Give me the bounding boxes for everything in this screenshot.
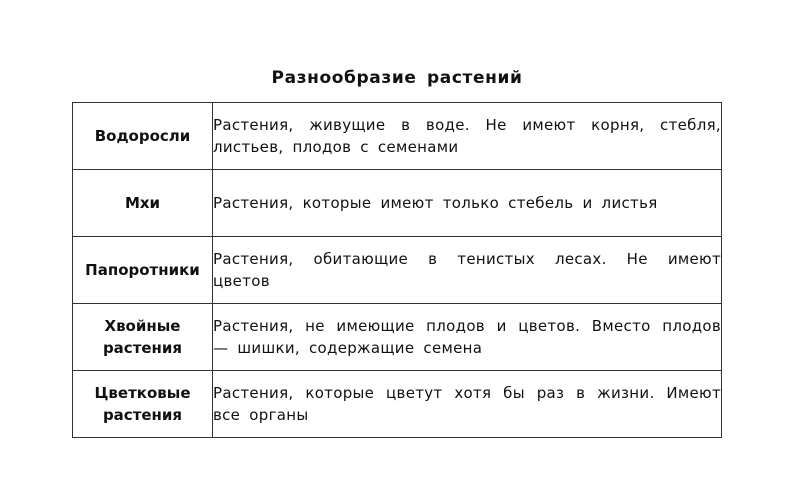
plant-group-name: Водоросли	[73, 103, 213, 170]
plant-group-description: Растения, живущие в воде. Не имеют корня, стебля, листьев, плодов с семенами	[213, 103, 722, 170]
plant-group-name: Хвойные растения	[73, 304, 213, 371]
plant-group-name: Цветковые растения	[73, 371, 213, 438]
plant-group-name: Мхи	[73, 170, 213, 237]
table-row	[73, 304, 722, 371]
page-title: Разнообразие растений	[271, 68, 523, 88]
plant-group-name: Папоротники	[73, 237, 213, 304]
plant-group-description: Растения, не имеющие плодов и цветов. Вместо плодов — шишки, содержащие семена	[213, 304, 722, 371]
plant-group-description: Растения, обитающие в тенистых лесах. Не имеют цветов	[213, 237, 722, 304]
plant-group-description: Растения, которые цветут хотя бы раз в жизни. Имеют все органы	[213, 371, 722, 438]
table-row	[73, 170, 722, 237]
plant-group-description: Растения, которые имеют только стебель и листья	[213, 170, 722, 237]
table-row	[73, 371, 722, 438]
table-row	[73, 237, 722, 304]
table-row	[73, 103, 722, 170]
plant-diversity-table	[72, 102, 722, 438]
